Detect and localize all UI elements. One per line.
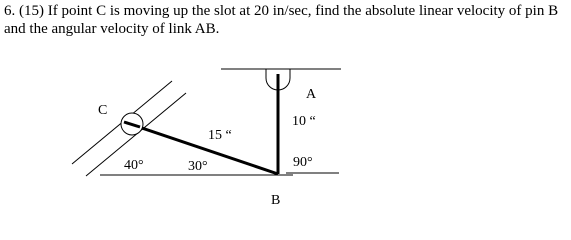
label-link-ab-length: 10 “ [292, 114, 316, 129]
label-link-cb-length: 15 “ [208, 128, 232, 143]
label-slot-angle: 40° [124, 158, 144, 173]
problem-points: (15) [19, 3, 44, 19]
label-point-b: B [271, 193, 281, 208]
label-right-angle: 90° [293, 155, 313, 170]
label-link-cb-angle: 30° [188, 159, 208, 174]
label-point-c: C [98, 103, 108, 118]
label-point-a: A [306, 87, 317, 102]
problem-number: 6. [4, 3, 16, 19]
problem-body: If point C is moving up the slot at 20 in/sec, find the absolute linear velocity of pin B and the angular velocity of link AB. [4, 3, 559, 37]
